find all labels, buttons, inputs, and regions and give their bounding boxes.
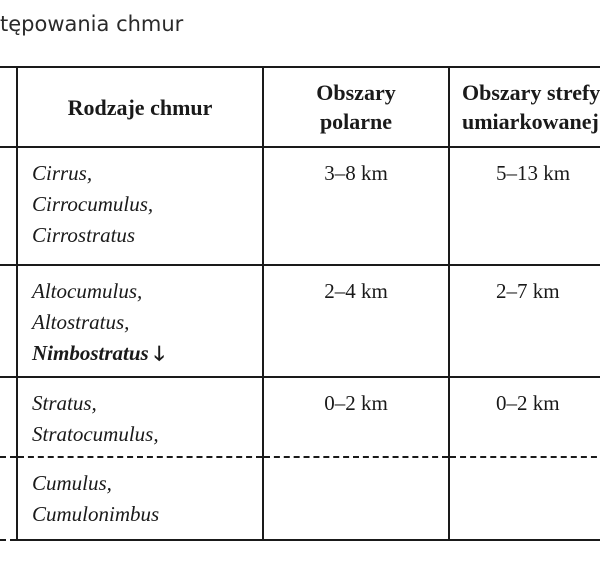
table-row (0, 377, 600, 457)
header-temperate: Obszary strefy umiarkowanej (449, 67, 600, 147)
temperate-height-cell (449, 457, 600, 540)
arrow-down-icon: 🡓 (153, 341, 165, 365)
temperate-height-cell: 5–13 km (449, 147, 600, 265)
table-row (0, 457, 600, 540)
nimbostratus-label: Nimbostratus (32, 341, 149, 365)
table-header-row (0, 67, 600, 147)
table-row (0, 147, 600, 265)
polar-height-cell: 0–2 km (263, 377, 449, 457)
header-cloud-types: Rodzaje chmur (17, 67, 263, 147)
cloud-types-cell: Cumulus, Cumulonimbus (17, 457, 263, 540)
polar-height-cell (263, 457, 449, 540)
level-cell (0, 457, 17, 540)
temperate-height-cell: 0–2 km (449, 377, 600, 457)
level-cell (0, 147, 17, 265)
cloud-types-cell: Altocumulus, Altostratus, Nimbostratus 🡓 (17, 265, 263, 377)
polar-height-cell: 2–4 km (263, 265, 449, 377)
caption: tępowania chmur (0, 12, 184, 36)
cloud-types-cell: Stratus, Stratocumulus, (17, 377, 263, 457)
temperate-height-cell: 2–7 km (449, 265, 600, 377)
cloud-types-cell: Cirrus, Cirrocumulus, Cirrostratus (17, 147, 263, 265)
table-row (0, 265, 600, 377)
cloud-height-table (0, 66, 600, 541)
polar-height-cell: 3–8 km (263, 147, 449, 265)
header-cell-level (0, 67, 17, 147)
header-polar: Obszary polarne (263, 67, 449, 147)
level-cell (0, 265, 17, 377)
level-cell (0, 377, 17, 457)
